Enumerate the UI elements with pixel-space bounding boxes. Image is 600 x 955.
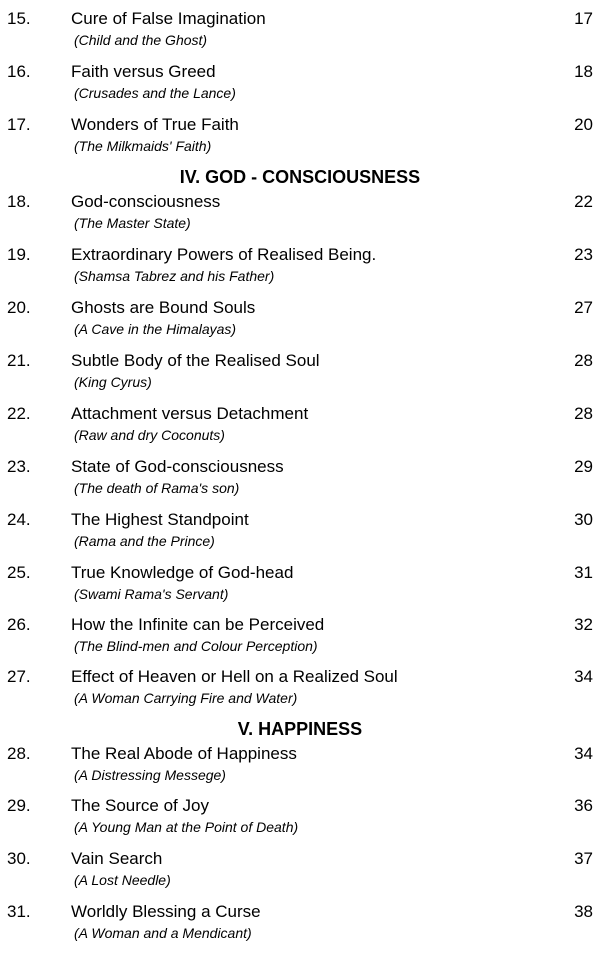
entry-title: Faith versus Greed <box>71 62 216 81</box>
entry-page-number: 28 <box>574 351 593 370</box>
entry-page-number: 36 <box>574 796 593 815</box>
entry-number: 26. <box>7 615 31 634</box>
entry-title: Cure of False Imagination <box>71 9 266 28</box>
entry-number: 30. <box>7 849 31 868</box>
entry-number: 29. <box>7 796 31 815</box>
entry-subtitle: (The Blind-men and Colour Perception) <box>74 638 318 654</box>
toc-entry <box>0 615 600 668</box>
entry-subtitle: (Child and the Ghost) <box>74 32 208 48</box>
entry-subtitle: (A Woman Carrying Fire and Water) <box>74 690 298 706</box>
entry-page-number: 17 <box>574 9 593 28</box>
entry-title: Wonders of True Faith <box>71 115 239 134</box>
entry-page-number: 23 <box>574 245 593 264</box>
toc-entry <box>0 115 600 168</box>
entry-title: Extraordinary Powers of Realised Being. <box>71 245 377 264</box>
entry-subtitle: (The death of Rama's son) <box>74 480 240 496</box>
entry-page-number: 18 <box>574 62 593 81</box>
entry-subtitle: (Swami Rama's Servant) <box>74 586 229 602</box>
entry-subtitle: (The Milkmaids' Faith) <box>74 138 212 154</box>
toc-entry <box>0 796 600 849</box>
entry-page-number: 31 <box>574 563 593 582</box>
entry-subtitle: (Shamsa Tabrez and his Father) <box>74 268 275 284</box>
toc-entry <box>0 192 600 245</box>
entry-page-number: 27 <box>574 298 593 317</box>
entry-number: 25. <box>7 563 31 582</box>
entry-page-number: 30 <box>574 510 593 529</box>
entry-page-number: 34 <box>574 744 593 763</box>
entry-number: 15. <box>7 9 31 28</box>
entry-title: State of God-consciousness <box>71 457 284 476</box>
entry-number: 23. <box>7 457 31 476</box>
entry-title: Effect of Heaven or Hell on a Realized Soul <box>71 667 398 686</box>
toc-entry <box>0 744 600 797</box>
entry-subtitle: (A Distressing Messege) <box>74 767 226 783</box>
entry-page-number: 28 <box>574 404 593 423</box>
entry-subtitle: (Raw and dry Coconuts) <box>74 427 225 443</box>
entry-number: 28. <box>7 744 31 763</box>
entry-subtitle: (King Cyrus) <box>74 374 152 390</box>
entry-number: 24. <box>7 510 31 529</box>
entry-title: How the Infinite can be Perceived <box>71 615 325 634</box>
entry-page-number: 22 <box>574 192 593 211</box>
entry-page-number: 34 <box>574 667 593 686</box>
section-heading-god-consciousness: IV. GOD - CONSCIOUSNESS <box>179 167 421 187</box>
entry-number: 31. <box>7 902 31 921</box>
entry-number: 19. <box>7 245 31 264</box>
entry-subtitle: (The Master State) <box>74 215 191 231</box>
entry-title: The Highest Standpoint <box>71 510 249 529</box>
entry-title: Worldly Blessing a Curse <box>71 902 261 921</box>
entry-title: Ghosts are Bound Souls <box>71 298 256 317</box>
toc-entry <box>0 667 600 720</box>
entry-title: True Knowledge of God-head <box>71 563 294 582</box>
entry-title: God-consciousness <box>71 192 221 211</box>
entry-page-number: 38 <box>574 902 593 921</box>
entry-number: 21. <box>7 351 31 370</box>
entry-title: Attachment versus Detachment <box>71 404 309 423</box>
toc-entry <box>0 510 600 563</box>
entry-number: 27. <box>7 667 31 686</box>
toc-entry <box>0 245 600 298</box>
entry-title: Subtle Body of the Realised Soul <box>71 351 320 370</box>
entry-page-number: 32 <box>574 615 593 634</box>
entry-number: 20. <box>7 298 31 317</box>
toc-entry <box>0 849 600 902</box>
entry-subtitle: (A Cave in the Himalayas) <box>74 321 237 337</box>
section-heading-happiness: V. HAPPINESS <box>237 719 363 739</box>
entry-title: The Source of Joy <box>71 796 209 815</box>
toc-entry <box>0 9 600 62</box>
toc-entry <box>0 404 600 457</box>
entry-title: Vain Search <box>71 849 163 868</box>
entry-subtitle: (A Lost Needle) <box>74 872 171 888</box>
entry-page-number: 37 <box>574 849 593 868</box>
entry-number: 17. <box>7 115 31 134</box>
entry-title: The Real Abode of Happiness <box>71 744 297 763</box>
toc-entry <box>0 457 600 510</box>
entry-subtitle: (A Young Man at the Point of Death) <box>74 819 299 835</box>
entry-page-number: 20 <box>574 115 593 134</box>
toc-entry <box>0 902 600 955</box>
entry-number: 22. <box>7 404 31 423</box>
entry-number: 18. <box>7 192 31 211</box>
entry-subtitle: (A Woman and a Mendicant) <box>74 925 252 941</box>
toc-entry <box>0 563 600 616</box>
toc-entry <box>0 351 600 404</box>
entry-number: 16. <box>7 62 31 81</box>
toc-entry <box>0 62 600 115</box>
entry-subtitle: (Rama and the Prince) <box>74 533 215 549</box>
entry-page-number: 29 <box>574 457 593 476</box>
entry-subtitle: (Crusades and the Lance) <box>74 85 236 101</box>
toc-entry <box>0 298 600 351</box>
